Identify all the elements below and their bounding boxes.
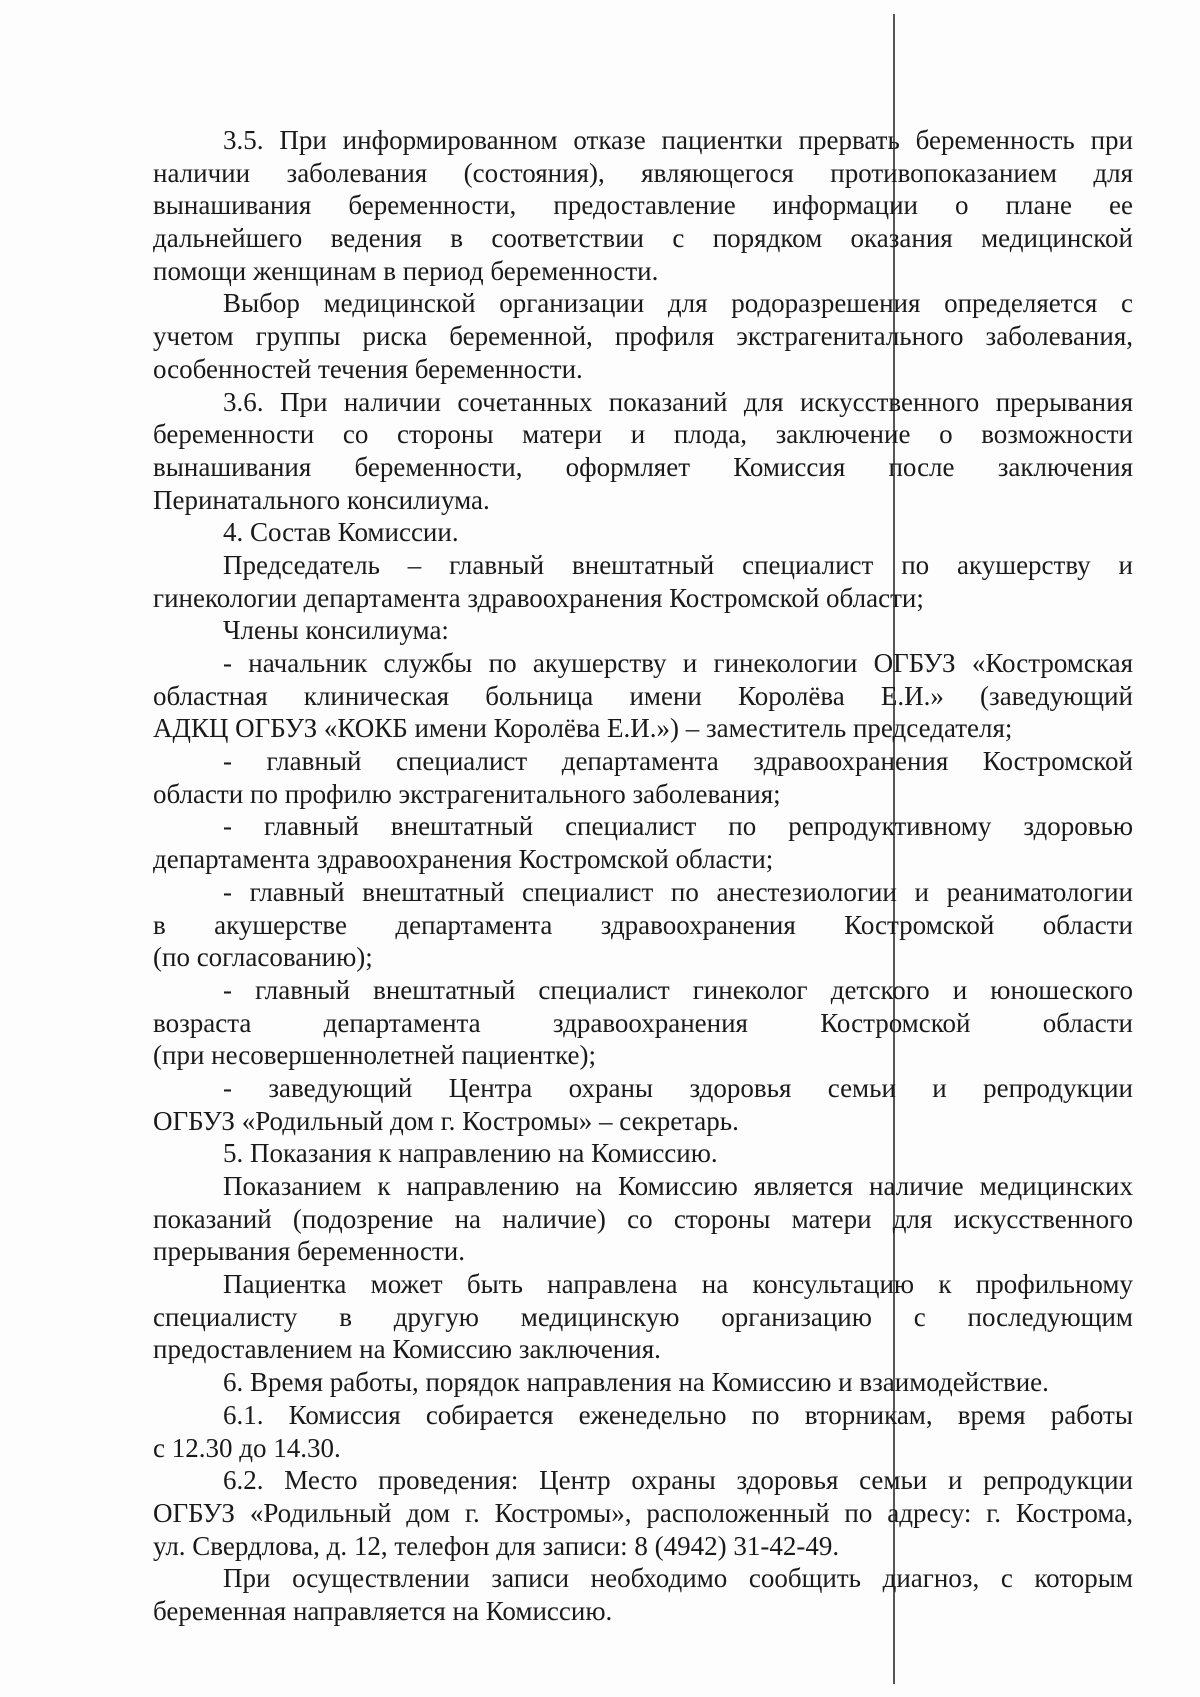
text-line: 3.6. При наличии сочетанных показаний для искусственного прерывания [223,386,1133,417]
text-line: 4. Состав Комиссии. [223,517,459,548]
text-line: Выбор медицинской организации для родоразрешения определяется с [223,288,1133,319]
text-line: 6. Время работы, порядок направления на Комиссию и взаимодействие. [223,1367,1049,1398]
text-line: дальнейшего ведения в соответствии с порядком оказания медицинской [153,223,1133,254]
text-line: Перинатального консилиума. [153,484,490,515]
text-line: в акушерстве департамента здравоохранения Костромской области [153,909,1133,940]
text-line: предоставлением на Комиссию заключения. [153,1334,661,1365]
text-line: - главный специалист департамента здравоохранения Костромской [223,746,1133,777]
text-line: возраста департамента здравоохранения Костромской области [153,1007,1133,1038]
text-line: ул. Свердлова, д. 12, телефон для записи: 8 (4942) 31-42-49. [153,1530,840,1561]
text-line: - начальник службы по акушерству и гинекологии ОГБУЗ «Костромская [223,648,1133,678]
text-line: Пациентка может быть направлена на консультацию к профильному [223,1269,1133,1300]
text-line: с 12.30 до 14.30. [153,1432,341,1463]
text-line: - заведующий Центра охраны здоровья семьи и репродукции [223,1072,1133,1103]
text-line: беременная направляется на Комиссию. [153,1595,613,1626]
document-body [153,124,1133,1628]
text-line: 3.5. При информированном отказе пациентки прервать беременность при [223,125,1133,155]
text-line: специалисту в другую медицинскую организацию с последующим [153,1301,1133,1332]
text-line: вынашивания беременности, предоставление информации о плане ее [153,190,1133,221]
text-line: вынашивания беременности, оформляет Комиссия после заключения [153,451,1133,482]
text-line: наличии заболевания (состояния), являющегося противопоказанием для [153,157,1133,188]
text-line: области по профилю экстрагенитального заболевания; [153,778,781,809]
text-line: 6.2. Место проведения: Центр охраны здоровья семьи и репродукции [223,1465,1133,1496]
text-line: ОГБУЗ «Родильный дом г. Костромы», расположенный по адресу: г. Кострома, [153,1497,1133,1528]
text-line: - главный внештатный специалист гинеколог детского и юношеского [223,974,1133,1005]
text-line: Члены консилиума: [223,615,449,646]
text-line: - главный внештатный специалист по анестезиологии и реаниматологии [223,876,1133,907]
text-line: Председатель – главный внештатный специалист по акушерству и [223,549,1133,580]
text-line: 6.1. Комиссия собирается еженедельно по вторникам, время работы [223,1399,1133,1430]
text-line: - главный внештатный специалист по репродуктивному здоровью [223,811,1133,842]
text-line: беременности со стороны матери и плода, заключение о возможности [153,419,1133,450]
text-line: особенностей течения беременности. [153,353,583,384]
text-line: Показанием к направлению на Комиссию является наличие медицинских [223,1171,1133,1201]
text-line: прерывания беременности. [153,1236,465,1267]
text-line: (по согласованию); [153,942,373,973]
text-line: 5. Показания к направлению на Комиссию. [223,1138,718,1169]
text-line: гинекологии департамента здравоохранения Костромской области; [153,582,924,613]
text-line: показаний (подозрение на наличие) со стороны матери для искусственного [153,1203,1133,1234]
text-line: (при несовершеннолетней пациентке); [153,1040,596,1071]
text-line: При осуществлении записи необходимо сообщить диагноз, с которым [223,1563,1133,1594]
text-line: учетом группы риска беременной, профиля экстрагенитального заболевания, [153,321,1133,352]
text-line: АДКЦ ОГБУЗ «КОКБ имени Королёва Е.И.») – заместитель председателя; [153,713,1013,744]
text-line: помощи женщинам в период беременности. [153,255,659,286]
text-line: областная клиническая больница имени Королёва Е.И.» (заведующий [153,680,1133,711]
text-line: ОГБУЗ «Родильный дом г. Костромы» – секретарь. [153,1105,739,1136]
text-line: департамента здравоохранения Костромской области; [153,844,774,875]
